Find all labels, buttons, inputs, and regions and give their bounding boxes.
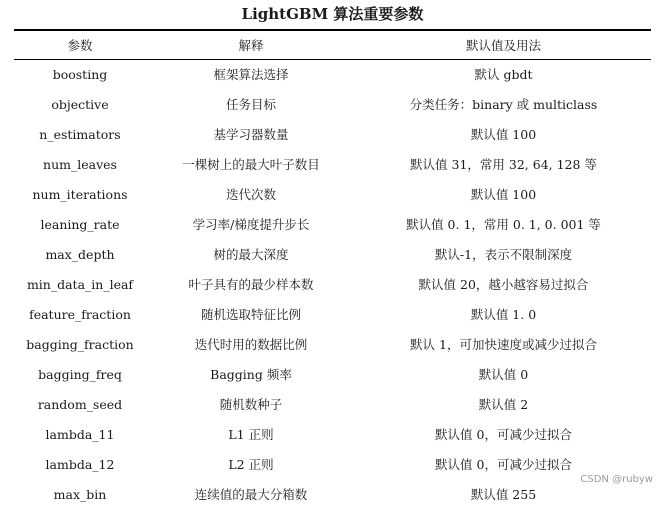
header-explanation: 解释 (238, 37, 264, 53)
table-row (14, 59, 651, 89)
table-row (14, 419, 651, 449)
default-usage-cell: 默认值 100 (470, 127, 537, 142)
watermark: CSDN @rubyw (580, 474, 653, 485)
default-usage-cell: 默认值 2 (478, 397, 529, 412)
param-cell: num_leaves (43, 156, 117, 172)
table-row (14, 239, 651, 269)
header-row (14, 30, 651, 59)
explanation-cell: 随机选取特征比例 (200, 307, 301, 322)
explanation-cell: 任务目标 (225, 97, 276, 112)
explanation-cell: 一棵树上的最大叶子数目 (182, 157, 320, 172)
param-cell: lambda_12 (45, 456, 115, 472)
table-title: LightGBM 算法重要参数 (241, 5, 424, 23)
param-cell: leaning_rate (40, 216, 120, 232)
param-cell: bagging_freq (38, 366, 122, 382)
param-cell: num_iterations (32, 186, 128, 202)
default-usage-cell: 默认 gbdt (474, 67, 533, 82)
explanation-cell: 连续值的最大分箱数 (194, 487, 308, 502)
explanation-cell: L1 正则 (228, 427, 274, 442)
param-cell: min_data_in_leaf (26, 276, 134, 292)
table-row (14, 479, 651, 509)
explanation-cell: 树的最大深度 (213, 247, 289, 262)
default-usage-cell: 分类任务：binary 或 multiclass (409, 97, 598, 112)
table-row (14, 89, 651, 119)
table-row (14, 359, 651, 389)
default-usage-cell: 默认-1，表示不限制深度 (434, 247, 573, 262)
explanation-cell: 迭代时用的数据比例 (194, 337, 308, 352)
default-usage-cell: 默认值 31，常用 32, 64, 128 等 (410, 157, 597, 172)
explanation-cell: 框架算法选择 (213, 67, 289, 82)
table-row (14, 209, 651, 239)
explanation-cell: 基学习器数量 (213, 127, 289, 142)
default-usage-cell: 默认值 0 (478, 367, 529, 382)
param-cell: feature_fraction (29, 306, 131, 322)
table-row (14, 299, 651, 329)
explanation-cell: 随机数种子 (219, 397, 283, 412)
explanation-cell: Bagging 频率 (210, 367, 292, 382)
header-param: 参数 (67, 37, 93, 53)
table-row (14, 389, 651, 419)
table-row (14, 329, 651, 359)
explanation-cell: 迭代次数 (225, 187, 276, 202)
param-cell: max_depth (45, 246, 115, 262)
explanation-cell: 学习率/梯度提升步长 (192, 217, 310, 232)
param-cell: n_estimators (39, 126, 121, 142)
param-cell: lambda_11 (45, 426, 115, 442)
header-default-usage: 默认值及用法 (465, 37, 541, 53)
param-cell: objective (51, 96, 109, 112)
parameter-table (14, 30, 651, 509)
table-row (14, 269, 651, 299)
table-row (14, 119, 651, 149)
default-usage-cell: 默认值 100 (470, 187, 537, 202)
param-cell: bagging_fraction (26, 336, 134, 352)
default-usage-cell: 默认值 255 (470, 487, 537, 502)
param-cell: random_seed (37, 396, 123, 412)
explanation-cell: 叶子具有的最少样本数 (188, 277, 314, 292)
table-row (14, 149, 651, 179)
default-usage-cell: 默认值 1. 0 (470, 307, 537, 322)
default-usage-cell: 默认值 20，越小越容易过拟合 (418, 277, 589, 292)
default-usage-cell: 默认值 0，可减少过拟合 (435, 427, 572, 442)
param-cell: boosting (52, 66, 108, 82)
table-row (14, 179, 651, 209)
explanation-cell: L2 正则 (228, 457, 274, 472)
table-row (14, 449, 651, 479)
default-usage-cell: 默认值 0，可减少过拟合 (435, 457, 572, 472)
param-cell: max_bin (53, 486, 107, 502)
default-usage-cell: 默认值 0. 1，常用 0. 1, 0. 001 等 (406, 217, 601, 232)
default-usage-cell: 默认 1，可加快速度或减少过拟合 (410, 337, 597, 352)
